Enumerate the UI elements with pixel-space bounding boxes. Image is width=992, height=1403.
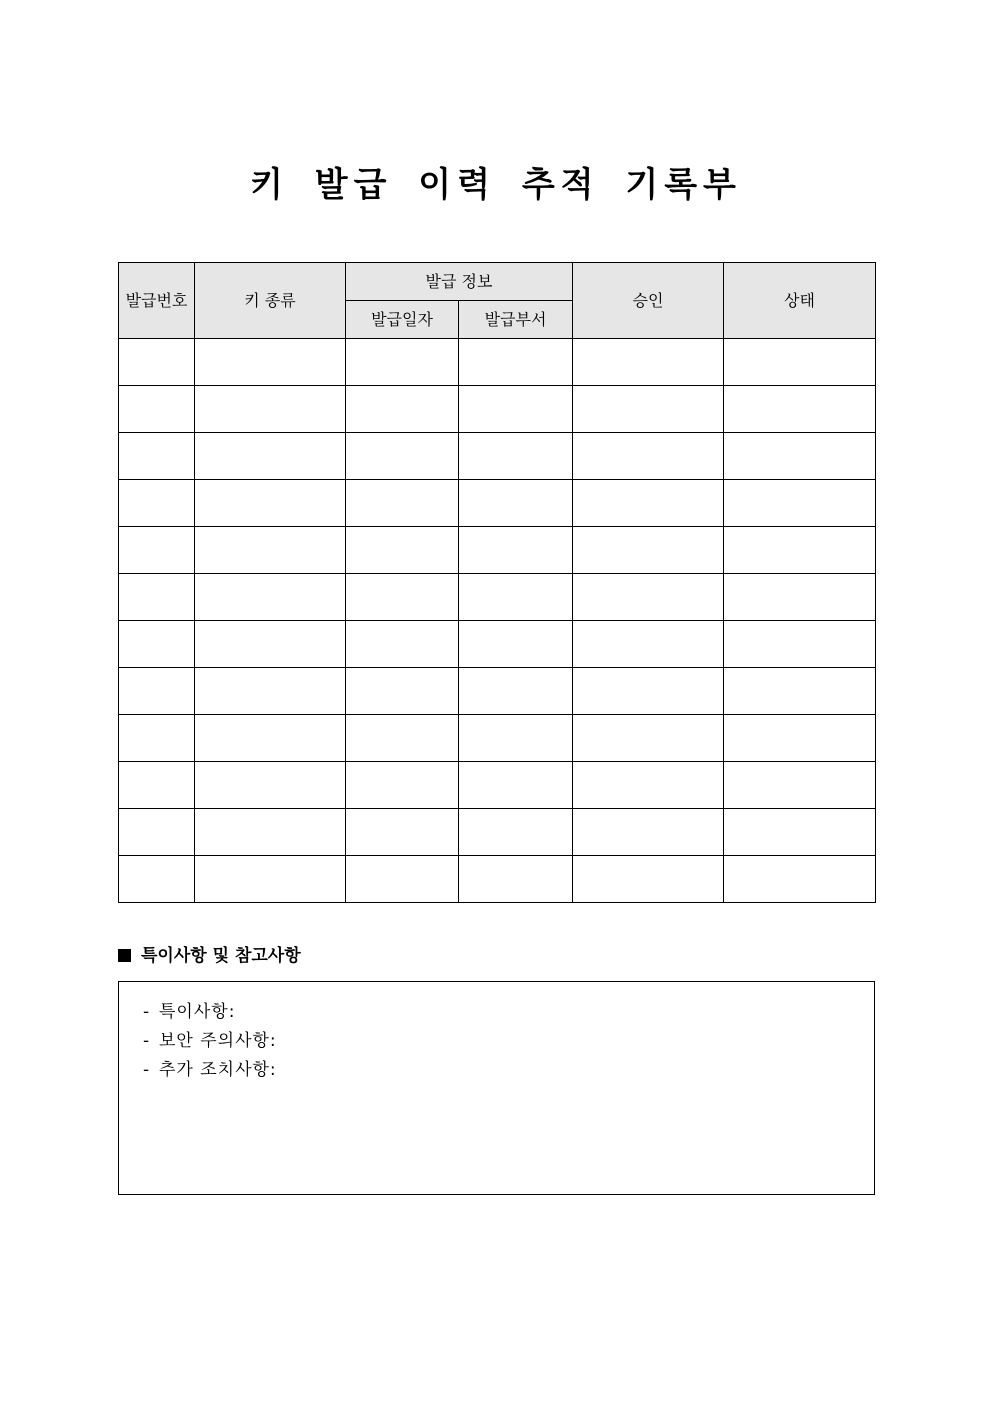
cell-issue-no[interactable] [119,621,195,668]
cell-issue-dept[interactable] [459,668,573,715]
notes-heading-text: 특이사항 및 참고사항 [141,946,301,966]
cell-key-type[interactable] [195,386,346,433]
key-issue-ledger-table [118,262,876,903]
cell-status[interactable] [724,762,876,809]
cell-approval[interactable] [573,621,724,668]
cell-key-type[interactable] [195,715,346,762]
table-row [119,668,876,715]
cell-issue-date[interactable] [346,668,459,715]
header-issue-dept: 발급부서 [459,301,573,339]
cell-key-type[interactable] [195,527,346,574]
cell-issue-dept[interactable] [459,339,573,386]
cell-status[interactable] [724,809,876,856]
cell-issue-date[interactable] [346,386,459,433]
cell-issue-date[interactable] [346,856,459,903]
cell-issue-no[interactable] [119,386,195,433]
table-row [119,762,876,809]
cell-issue-date[interactable] [346,339,459,386]
table-row [119,715,876,762]
cell-key-type[interactable] [195,621,346,668]
cell-issue-dept[interactable] [459,809,573,856]
cell-status[interactable] [724,574,876,621]
cell-issue-dept[interactable] [459,574,573,621]
cell-key-type[interactable] [195,574,346,621]
table-row [119,809,876,856]
cell-status[interactable] [724,668,876,715]
note-label: 추가 조치사항: [159,1060,277,1080]
header-issue-no: 발급번호 [119,263,195,339]
cell-approval[interactable] [573,809,724,856]
cell-approval[interactable] [573,715,724,762]
table-row [119,433,876,480]
dash-mark: - [143,1060,151,1080]
cell-issue-no[interactable] [119,527,195,574]
table-row [119,527,876,574]
cell-issue-dept[interactable] [459,386,573,433]
cell-issue-date[interactable] [346,480,459,527]
table-body [119,339,876,903]
cell-key-type[interactable] [195,809,346,856]
cell-issue-dept[interactable] [459,715,573,762]
cell-approval[interactable] [573,574,724,621]
cell-issue-date[interactable] [346,527,459,574]
cell-key-type[interactable] [195,762,346,809]
cell-status[interactable] [724,339,876,386]
cell-status[interactable] [724,715,876,762]
cell-key-type[interactable] [195,433,346,480]
cell-key-type[interactable] [195,668,346,715]
cell-approval[interactable] [573,668,724,715]
cell-issue-dept[interactable] [459,762,573,809]
table-header-row [119,263,876,301]
header-issue-info: 발급 정보 [346,263,573,301]
cell-issue-no[interactable] [119,433,195,480]
cell-approval[interactable] [573,386,724,433]
note-label: 보안 주의사항: [159,1031,277,1051]
note-item-security [143,1027,874,1056]
note-item-actions [143,1056,874,1085]
cell-issue-dept[interactable] [459,621,573,668]
cell-status[interactable] [724,856,876,903]
cell-approval[interactable] [573,480,724,527]
header-status: 상태 [724,263,876,339]
page-title: 키 발급 이력 추적 기록부 [250,165,742,205]
cell-approval[interactable] [573,527,724,574]
cell-key-type[interactable] [195,480,346,527]
cell-issue-no[interactable] [119,809,195,856]
cell-issue-date[interactable] [346,809,459,856]
table-row [119,339,876,386]
notes-section-heading [118,944,301,968]
cell-issue-no[interactable] [119,480,195,527]
cell-status[interactable] [724,433,876,480]
cell-issue-no[interactable] [119,856,195,903]
dash-mark: - [143,1031,151,1051]
cell-issue-dept[interactable] [459,480,573,527]
cell-issue-no[interactable] [119,574,195,621]
cell-issue-dept[interactable] [459,856,573,903]
cell-approval[interactable] [573,762,724,809]
cell-issue-dept[interactable] [459,433,573,480]
note-label: 특이사항: [159,1002,236,1022]
cell-approval[interactable] [573,856,724,903]
cell-status[interactable] [724,527,876,574]
note-item-special [143,998,874,1027]
cell-issue-date[interactable] [346,621,459,668]
cell-issue-dept[interactable] [459,527,573,574]
cell-issue-no[interactable] [119,339,195,386]
table-row [119,621,876,668]
cell-status[interactable] [724,386,876,433]
dash-mark: - [143,1002,151,1022]
cell-status[interactable] [724,480,876,527]
notes-box[interactable] [118,981,875,1195]
table-row [119,386,876,433]
table-row [119,574,876,621]
header-approval: 승인 [573,263,724,339]
cell-status[interactable] [724,621,876,668]
cell-issue-no[interactable] [119,668,195,715]
table-row [119,856,876,903]
cell-issue-date[interactable] [346,762,459,809]
square-bullet-icon [118,949,131,962]
cell-approval[interactable] [573,339,724,386]
table-row [119,480,876,527]
cell-issue-date[interactable] [346,574,459,621]
cell-issue-no[interactable] [119,715,195,762]
notes-list [119,982,874,1085]
header-key-type: 키 종류 [195,263,346,339]
cell-issue-date[interactable] [346,715,459,762]
cell-key-type[interactable] [195,856,346,903]
cell-issue-no[interactable] [119,762,195,809]
cell-issue-date[interactable] [346,433,459,480]
cell-key-type[interactable] [195,339,346,386]
header-issue-date: 발급일자 [346,301,459,339]
cell-approval[interactable] [573,433,724,480]
